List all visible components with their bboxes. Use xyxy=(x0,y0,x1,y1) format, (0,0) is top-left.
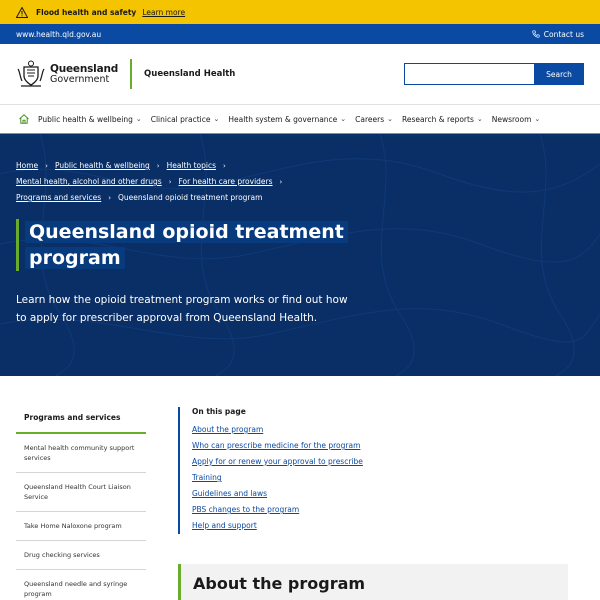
site-url-bar xyxy=(0,24,600,44)
chevron-down-icon: ⌄ xyxy=(135,115,142,123)
nav-item-label: Clinical practice xyxy=(150,114,211,124)
header-divider xyxy=(130,59,132,89)
site-header xyxy=(0,44,600,105)
nav-item-public-health[interactable] xyxy=(38,115,142,124)
chevron-down-icon: ⌄ xyxy=(213,115,220,123)
site-search xyxy=(404,63,584,85)
chevron-right-icon: › xyxy=(223,162,226,170)
chevron-right-icon: › xyxy=(156,162,160,170)
chevron-down-icon: ⌄ xyxy=(387,115,394,123)
nav-item-newsroom[interactable] xyxy=(492,115,541,124)
wordmark-line1: Queensland xyxy=(50,62,119,75)
site-url-link[interactable]: www.health.qld.gov.au xyxy=(16,29,102,39)
sidenav-item[interactable]: Mental health community support services xyxy=(16,434,146,473)
agency-name[interactable]: Queensland Health xyxy=(144,69,236,79)
page-title-line2: program xyxy=(25,247,125,269)
queensland-government-wordmark[interactable] xyxy=(50,64,118,85)
on-this-page-link[interactable]: Training xyxy=(192,473,222,482)
chevron-down-icon: ⌄ xyxy=(476,115,483,123)
on-this-page-link[interactable]: Guidelines and laws xyxy=(192,489,268,498)
on-this-page-heading: On this page xyxy=(192,407,246,416)
breadcrumb-health-care-providers[interactable]: For health care providers xyxy=(178,177,273,186)
nav-item-label: Newsroom xyxy=(491,114,532,124)
on-this-page-link[interactable]: Apply for or renew your approval to prescribe xyxy=(192,457,363,466)
breadcrumb-programs-services[interactable]: Programs and services xyxy=(16,193,102,202)
section-heading: About the program xyxy=(193,574,366,593)
warning-icon xyxy=(16,7,28,18)
home-icon[interactable] xyxy=(18,113,30,125)
nav-item-clinical-practice[interactable] xyxy=(151,115,220,124)
page-title xyxy=(16,219,348,271)
wordmark-line2: Government xyxy=(50,73,110,85)
alert-learn-more-link[interactable]: Learn more xyxy=(142,7,186,17)
main-nav xyxy=(0,105,600,137)
alert-text: Flood health and safety xyxy=(36,7,137,17)
chevron-down-icon: ⌄ xyxy=(340,115,347,123)
nav-item-label: Careers xyxy=(355,114,385,124)
on-this-page-link[interactable]: PBS changes to the program xyxy=(192,505,300,514)
chevron-right-icon: › xyxy=(45,162,48,170)
on-this-page-link[interactable]: Help and support xyxy=(192,521,257,530)
nav-item-label: Research & reports xyxy=(402,114,474,124)
sidenav-item[interactable]: Drug checking services xyxy=(16,541,146,570)
on-this-page-link[interactable]: Who can prescribe medicine for the program xyxy=(192,441,361,450)
alert-bar xyxy=(0,0,600,24)
nav-item-careers[interactable] xyxy=(355,115,393,124)
on-this-page xyxy=(178,407,398,534)
chevron-right-icon: › xyxy=(168,178,172,186)
search-button[interactable]: Search xyxy=(534,63,584,85)
queensland-crest-logo[interactable] xyxy=(16,59,46,89)
chevron-right-icon: › xyxy=(108,194,112,202)
contact-us-link[interactable] xyxy=(532,30,584,39)
nav-item-health-system[interactable] xyxy=(228,115,346,124)
nav-item-label: Public health & wellbeing xyxy=(38,114,133,124)
breadcrumb xyxy=(16,158,289,206)
breadcrumb-current: Queensland opioid treatment program xyxy=(118,193,263,202)
chevron-right-icon: › xyxy=(279,178,283,186)
page-lead: Learn how the opioid treatment program works or find out how to apply for prescriber approval from Queensland Health. xyxy=(16,294,348,324)
sidenav-item[interactable]: Take Home Naloxone program xyxy=(16,512,146,541)
nav-item-research-reports[interactable] xyxy=(402,115,483,124)
sidenav-item[interactable]: Queensland needle and syringe program xyxy=(16,570,146,600)
breadcrumb-home[interactable]: Home xyxy=(16,161,39,170)
page-title-line1: Queensland opioid treatment xyxy=(25,221,348,243)
sidenav-item[interactable]: Queensland Health Court Liaison Service xyxy=(16,473,146,512)
page-hero xyxy=(0,134,600,376)
on-this-page-link[interactable]: About the program xyxy=(192,425,264,434)
about-section xyxy=(178,564,568,600)
nav-item-label: Health system & governance xyxy=(228,114,338,124)
phone-icon xyxy=(532,30,540,38)
search-input[interactable] xyxy=(404,63,534,85)
sidenav-heading[interactable]: Programs and services xyxy=(16,405,146,434)
breadcrumb-public-health[interactable]: Public health & wellbeing xyxy=(54,161,150,170)
chevron-down-icon: ⌄ xyxy=(534,115,541,123)
contact-us-label: Contact us xyxy=(543,29,584,39)
section-sidenav xyxy=(16,405,146,600)
breadcrumb-mental-health[interactable]: Mental health, alcohol and other drugs xyxy=(16,177,162,186)
breadcrumb-health-topics[interactable]: Health topics xyxy=(166,161,217,170)
